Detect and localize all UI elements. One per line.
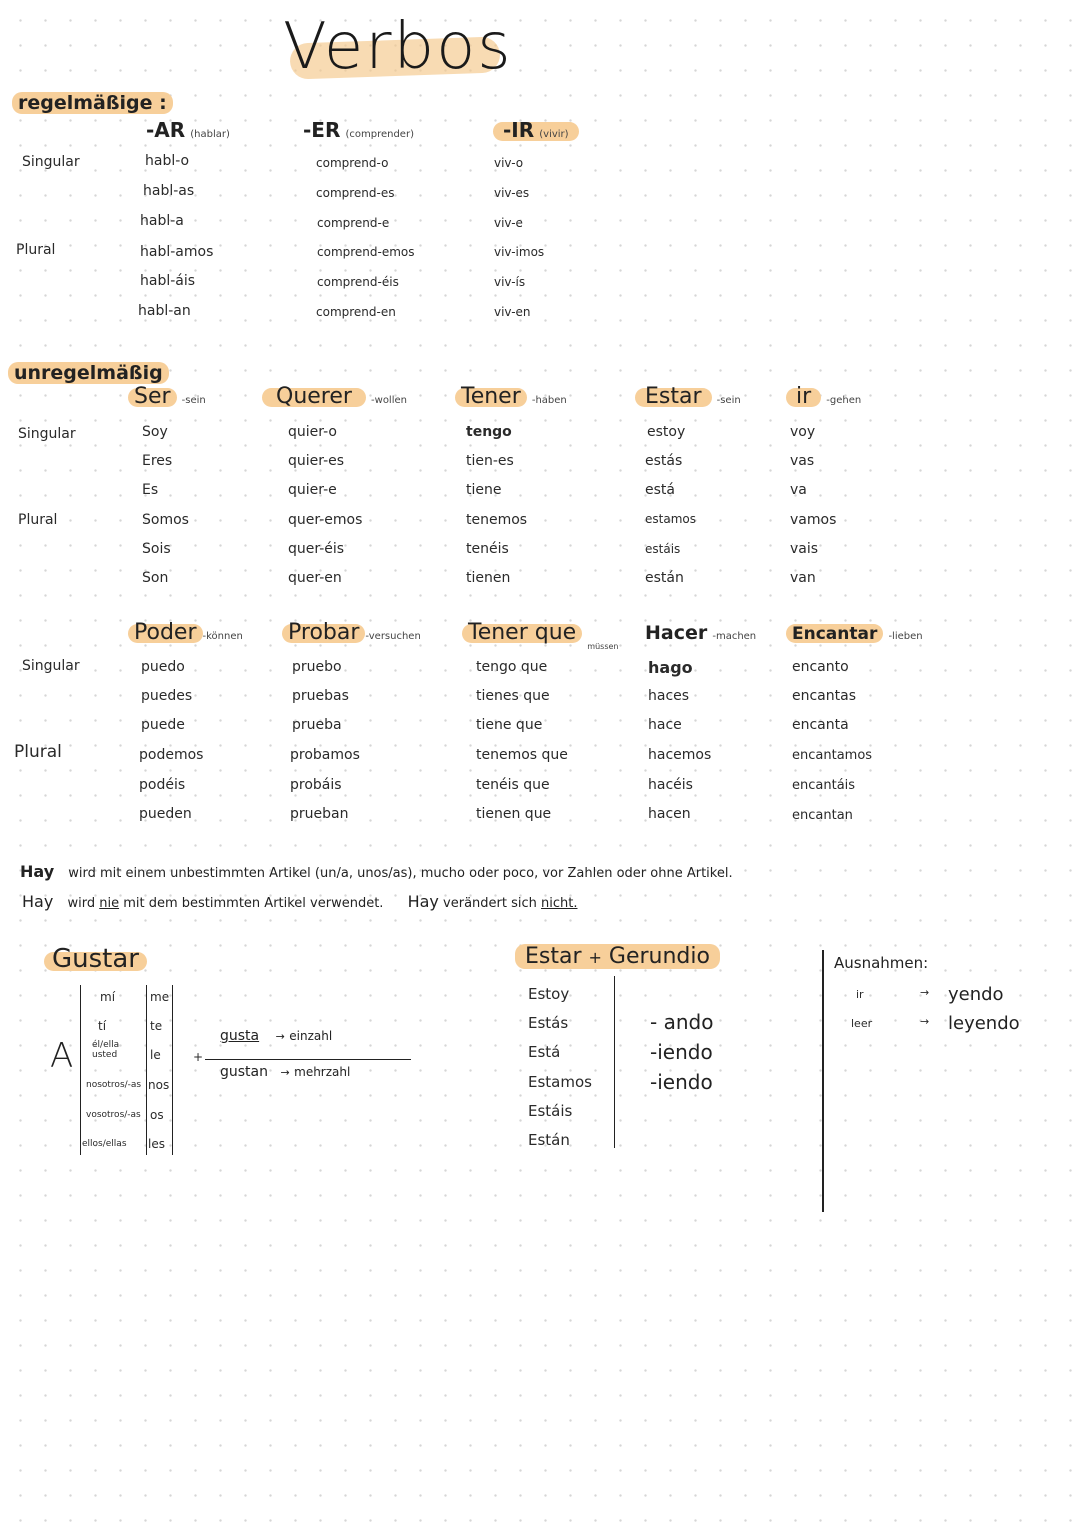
gustar-right-rule — [172, 985, 173, 1155]
ir-form: viv-e — [494, 216, 523, 230]
gustar-pronoun: mí — [100, 990, 116, 1004]
gustar-prefix-a: A — [50, 1036, 74, 1076]
tener-que-form: tengo que — [476, 659, 548, 675]
probar-form: pruebas — [292, 688, 349, 704]
hay-note-1: Hay wird mit einem unbestimmten Artikel (un/a, unos/as), mucho oder poco, vor Zahlen oder ohne Artikel. — [20, 862, 733, 881]
er-column-header: -ER (comprender) — [303, 118, 414, 142]
probar-form: prueban — [290, 806, 349, 822]
exception-result: yendo — [948, 984, 1004, 1005]
hacer-form: hace — [648, 717, 682, 733]
irregular-heading: unregelmäßig — [8, 362, 169, 384]
estar-gerundio-form: Está — [528, 1043, 561, 1061]
probar-header: Probar -versuchen — [282, 620, 421, 645]
probar-form: probáis — [290, 777, 342, 793]
tener-form: tenéis — [466, 541, 509, 557]
gustar-plural: gustan → mehrzahl — [220, 1064, 351, 1080]
ir-form: viv-ís — [494, 275, 526, 289]
ir-form: vas — [790, 453, 815, 469]
tener-que-form: tiene que — [476, 717, 543, 733]
estar-gerundio-form: Estamos — [528, 1073, 592, 1091]
estar-gerundio-form: Estoy — [528, 985, 570, 1003]
estar-gerundio-form: Están — [528, 1131, 570, 1149]
gerundio-rule — [614, 976, 615, 1148]
ser-form: Es — [142, 482, 159, 498]
irregular-singular-label: Singular — [18, 426, 76, 442]
ar-form: habl-an — [138, 303, 191, 319]
estar-header: Estar -sein — [635, 384, 741, 409]
estar-form: estamos — [645, 512, 696, 526]
encantar-form: encantamos — [792, 748, 873, 763]
gustar-plus: + — [193, 1050, 204, 1064]
ir-header: ir -gehen — [786, 384, 861, 409]
poder-form: puedo — [141, 659, 185, 675]
tener-form: tiene — [466, 482, 502, 498]
tener-que-form: tenemos que — [476, 747, 568, 763]
gustar-pronoun: vosotros/-as — [86, 1110, 141, 1120]
regular-plural-label: Plural — [16, 242, 56, 258]
gustar-title: Gustar — [44, 944, 147, 974]
ar-form: habl-o — [145, 153, 190, 169]
irregular-plural-label-2: Plural — [14, 742, 62, 762]
ser-form: Sois — [142, 541, 171, 557]
gustar-object: nos — [148, 1078, 170, 1092]
gerundio-ending: -iendo — [650, 1070, 713, 1094]
gustar-pronoun: ellos/ellas — [82, 1139, 127, 1149]
gustar-pronoun: nosotros/-as — [86, 1080, 142, 1090]
gerundio-ending: - ando — [650, 1010, 714, 1034]
tener-que-form: tienes que — [476, 688, 550, 704]
hay-note-2: Hay wird nie mit dem bestimmten Artikel verwendet. Hay verändert sich nicht. — [22, 892, 578, 911]
estar-gerundio-form: Estás — [528, 1014, 569, 1032]
ir-form: viv-o — [494, 156, 524, 170]
ir-form: vamos — [790, 512, 837, 528]
er-form: comprend-es — [316, 186, 395, 200]
gustar-object: te — [150, 1019, 163, 1033]
er-form: comprend-emos — [317, 245, 415, 259]
hacer-form: hago — [648, 658, 693, 677]
ser-form: Soy — [142, 424, 168, 440]
exception-arrow: → — [920, 1015, 930, 1028]
querer-form: quier-es — [288, 453, 345, 469]
ar-form: habl-áis — [140, 273, 196, 289]
encantar-form: encanta — [792, 717, 849, 733]
tener-form: tien-es — [466, 453, 514, 469]
tener-que-header: Tener que $_{müssen}$ — [462, 620, 619, 645]
querer-form: quer-en — [288, 570, 342, 586]
ir-form: viv-imos — [494, 245, 545, 259]
poder-form: podéis — [139, 777, 186, 793]
irregular-plural-label: Plural — [18, 512, 58, 528]
ir-form: vais — [790, 541, 819, 557]
querer-form: quier-o — [288, 424, 337, 440]
exception-arrow: → — [920, 986, 930, 999]
er-form: comprend-o — [316, 156, 389, 170]
poder-header: Poder -können — [128, 620, 243, 645]
encantar-form: encantas — [792, 688, 856, 704]
ir-form: va — [790, 482, 807, 498]
exception-result: leyendo — [948, 1013, 1020, 1034]
tener-que-form: tenéis que — [476, 777, 550, 793]
gerundio-ending: -iendo — [650, 1040, 713, 1064]
regular-heading: regelmäßige : — [12, 92, 173, 114]
regular-singular-label: Singular — [22, 154, 80, 170]
hacer-form: hacen — [648, 806, 691, 822]
estar-form: están — [645, 570, 684, 586]
estar-form: estoy — [647, 424, 686, 440]
irregular-singular-label-2: Singular — [22, 658, 80, 674]
estar-gerundio-form: Estáis — [528, 1102, 573, 1120]
er-form: comprend-en — [316, 305, 396, 319]
ser-form: Eres — [142, 453, 173, 469]
gustar-divider — [205, 1059, 411, 1060]
querer-form: quier-e — [288, 482, 337, 498]
page-title: Verbos — [283, 10, 513, 84]
hacer-form: haces — [648, 688, 690, 704]
gustar-object: les — [148, 1137, 165, 1151]
estar-form: está — [645, 482, 675, 498]
exception-verb: leer — [851, 1017, 873, 1030]
tener-form: tienen — [466, 570, 511, 586]
poder-form: podemos — [139, 747, 204, 763]
ir-form: viv-en — [494, 305, 531, 319]
tener-form: tengo — [466, 424, 512, 440]
gustar-object: me — [150, 990, 170, 1004]
ar-form: habl-amos — [140, 244, 214, 260]
tener-que-form: tienen que — [476, 806, 552, 822]
estar-form: estáis — [645, 542, 681, 556]
tener-header: Tener -haben — [455, 384, 567, 409]
er-form: comprend-éis — [317, 275, 399, 289]
poder-form: puedes — [141, 688, 193, 704]
querer-form: quer-emos — [288, 512, 363, 528]
tener-form: tenemos — [466, 512, 528, 528]
gustar-mid-rule — [146, 985, 147, 1155]
ir-form: viv-es — [494, 186, 530, 200]
ser-form: Somos — [142, 512, 189, 528]
poder-form: pueden — [139, 806, 192, 822]
exception-verb: ir — [856, 988, 864, 1001]
probar-form: probamos — [290, 747, 360, 763]
gustar-pronoun: él/ella usted — [92, 1040, 120, 1060]
exceptions-rule — [822, 950, 824, 1212]
probar-form: pruebo — [292, 659, 342, 675]
probar-form: prueba — [292, 717, 342, 733]
ser-header: Ser -sein — [128, 384, 206, 409]
er-form: comprend-e — [317, 216, 390, 230]
ir-form: voy — [790, 424, 816, 440]
exceptions-title: Ausnahmen: — [834, 954, 929, 972]
ar-form: habl-a — [140, 213, 184, 229]
hacer-form: hacemos — [648, 747, 712, 763]
gustar-object: le — [150, 1048, 161, 1062]
encantar-form: encantan — [792, 808, 853, 823]
encantar-form: encanto — [792, 659, 849, 675]
poder-form: puede — [141, 717, 185, 733]
encantar-form: encantáis — [792, 778, 856, 793]
ser-form: Son — [142, 570, 169, 586]
hacer-form: hacéis — [648, 777, 693, 793]
gustar-object: os — [150, 1108, 164, 1122]
querer-header: Querer -wollen — [262, 384, 407, 409]
ar-column-header: -AR (hablar) — [146, 118, 230, 142]
ir-form: van — [790, 570, 816, 586]
hacer-header: Hacer -machen — [645, 622, 757, 644]
ir-column-header: -IR (vivir) — [493, 118, 579, 142]
querer-form: quer-éis — [288, 541, 345, 557]
ar-form: habl-as — [143, 183, 195, 199]
gustar-pronoun: tí — [98, 1019, 107, 1033]
gustar-left-rule — [80, 985, 81, 1155]
encantar-header: Encantar -lieben — [786, 624, 923, 644]
gerundio-title: Estar + Gerundio — [515, 944, 720, 969]
gustar-singular: gusta → einzahl — [220, 1028, 333, 1044]
estar-form: estás — [645, 453, 683, 469]
